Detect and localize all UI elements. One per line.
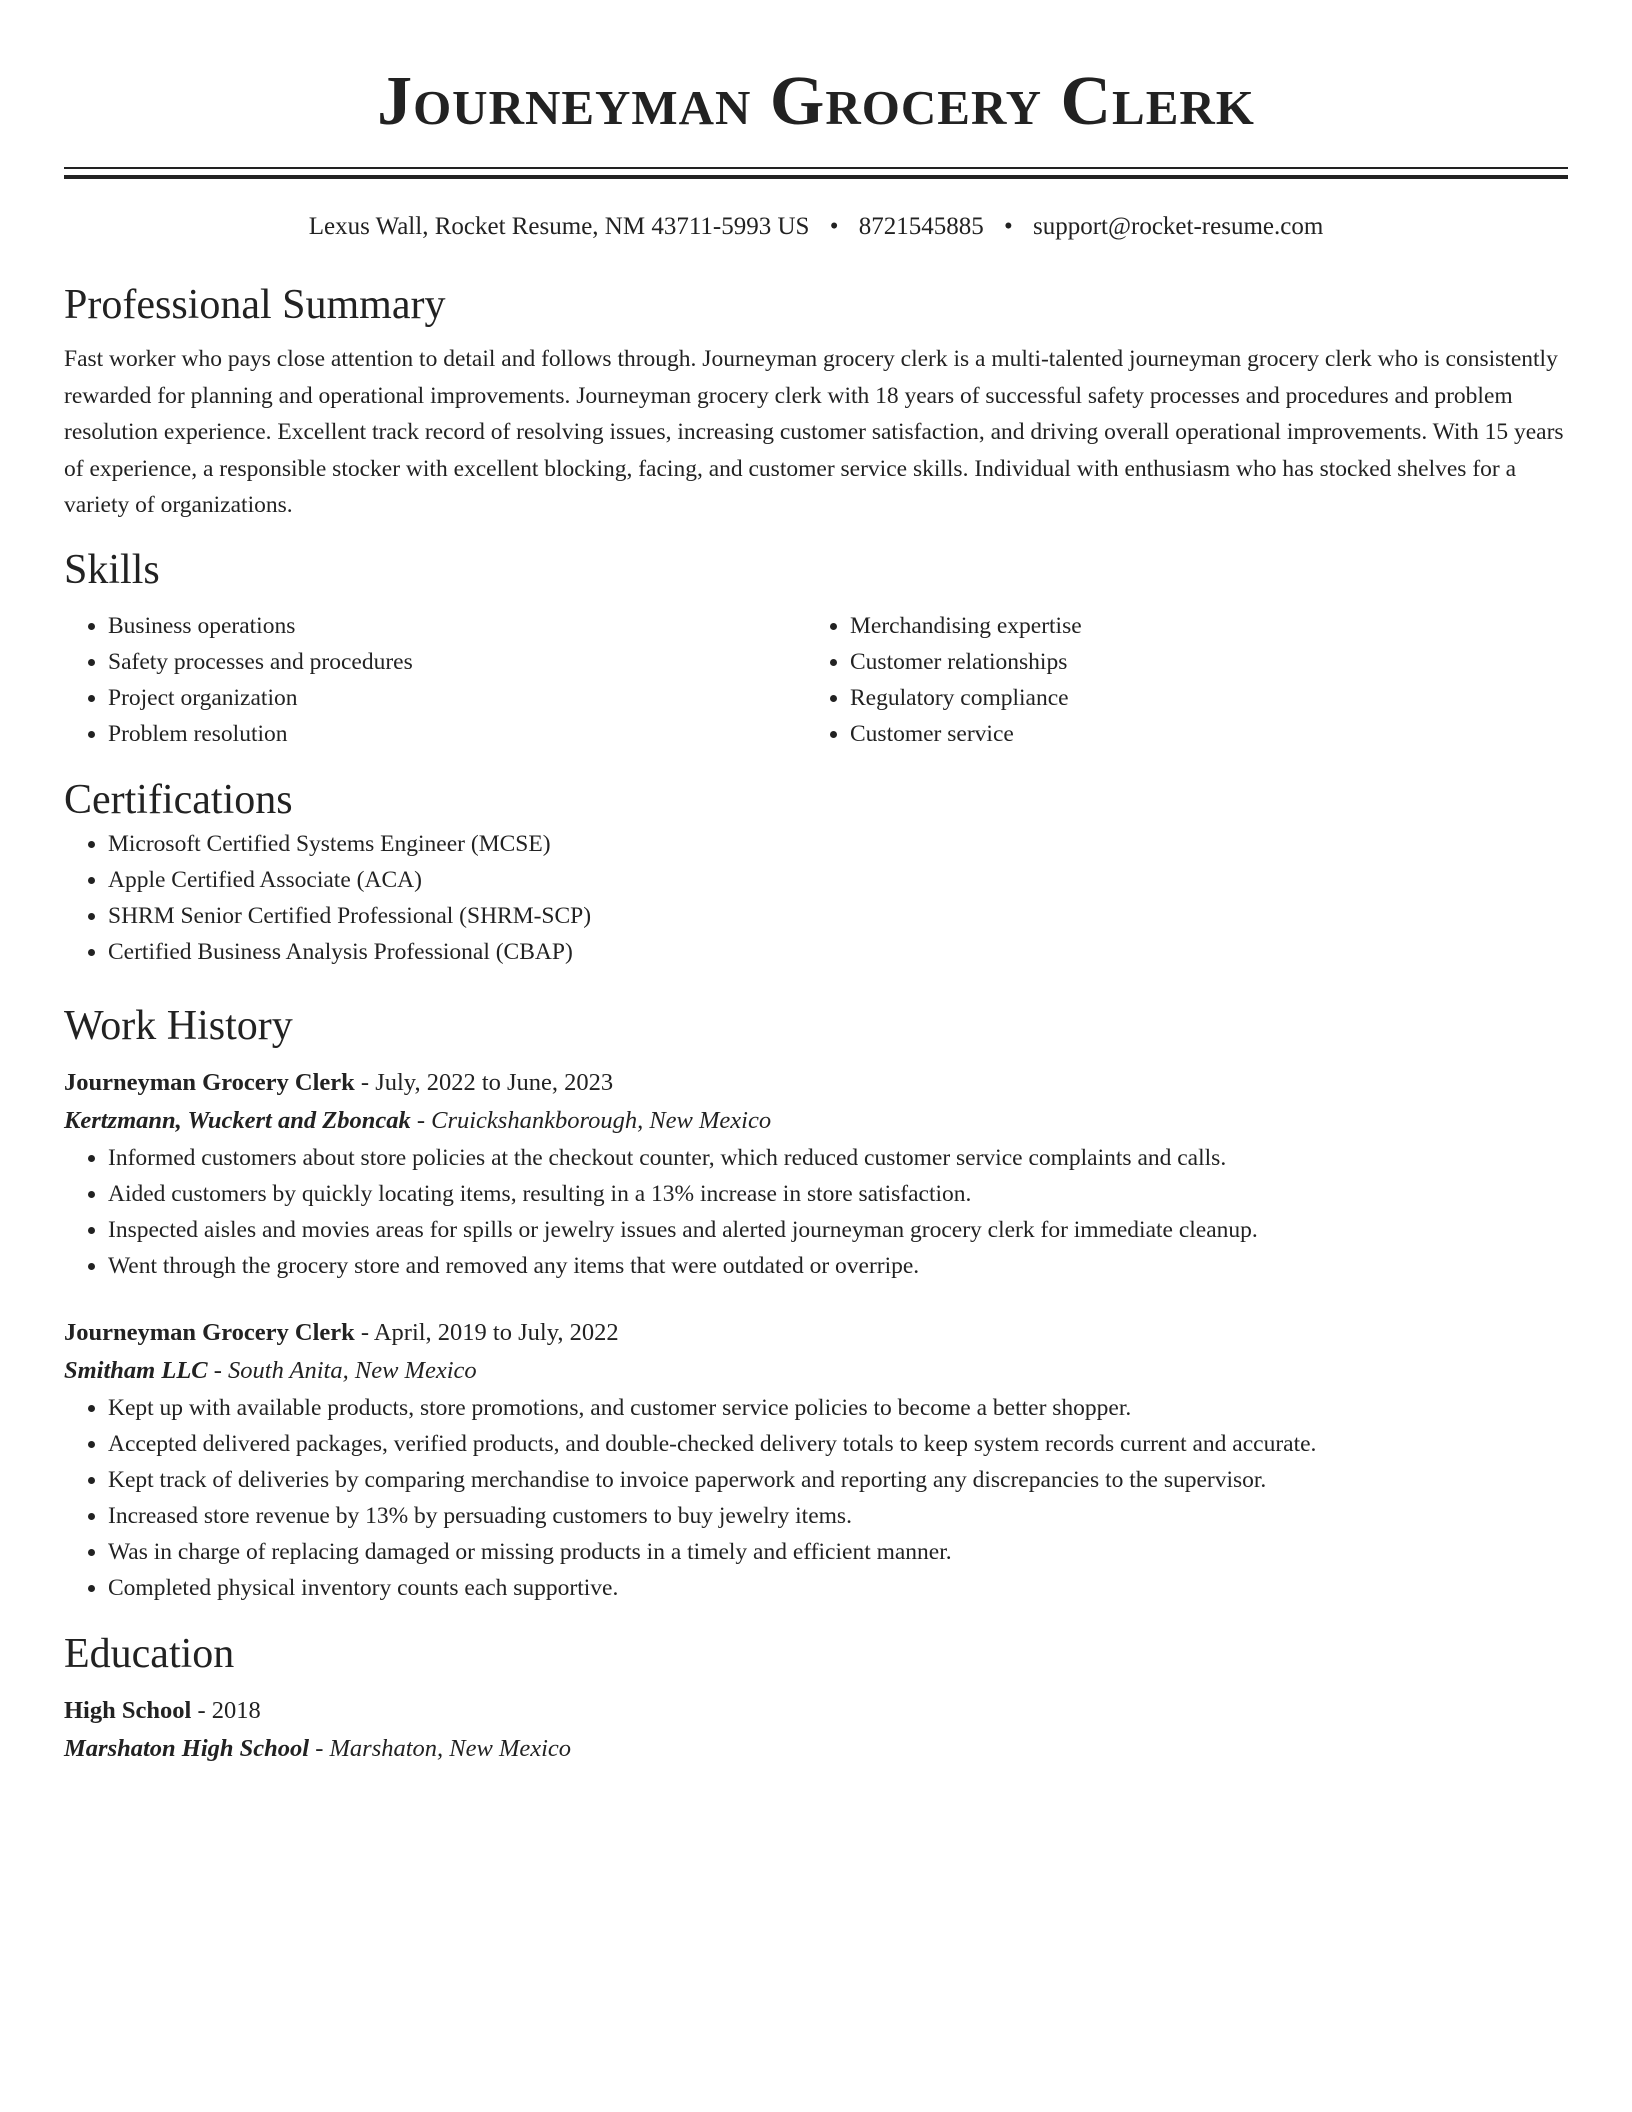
- job-title-line: [64, 1064, 1568, 1102]
- job-duty-item: • Completed physical inventory counts each supportive.: [108, 1570, 1568, 1606]
- job-employer-line: [64, 1102, 1568, 1140]
- job-location: - South Anita, New Mexico: [207, 1356, 477, 1384]
- skills-column-right: [806, 608, 1548, 752]
- work-history-heading: Work History: [64, 1002, 293, 1049]
- skill-item: • Business operations: [108, 608, 806, 644]
- education-school-line: [64, 1730, 1568, 1768]
- job-duty-item: • Kept track of deliveries by comparing merchandise to invoice paperwork and reporting any discrepancies to the supervisor.: [108, 1462, 1568, 1498]
- education-location: - Marshaton, New Mexico: [309, 1734, 572, 1762]
- job-duty-item: • Was in charge of replacing damaged or missing products in a timely and efficient manner.: [108, 1534, 1568, 1570]
- job-duty-item: • Increased store revenue by 13% by persuading customers to buy jewelry items.: [108, 1498, 1568, 1534]
- job-dates: - July, 2022 to June, 2023: [354, 1068, 614, 1096]
- job-dates: - April, 2019 to July, 2022: [354, 1318, 619, 1346]
- job-entry: [64, 1064, 1568, 1284]
- skills-heading: Skills: [64, 546, 160, 593]
- job-employer: Kertzmann, Wuckert and Zboncak: [64, 1106, 411, 1134]
- job-title-line: [64, 1314, 1568, 1352]
- title-divider-thick: [64, 175, 1568, 179]
- job-duty-item: • Informed customers about store policies at the checkout counter, which reduced customer service complaints and calls.: [108, 1140, 1568, 1176]
- education-year: - 2018: [191, 1696, 261, 1724]
- job-title: Journeyman Grocery Clerk: [64, 1068, 355, 1096]
- job-duty-item: • Inspected aisles and movies areas for spills or jewelry issues and alerted journeyman grocery clerk for immediate cleanup.: [108, 1212, 1568, 1248]
- skill-item: • Merchandising expertise: [850, 608, 1548, 644]
- job-title: Journeyman Grocery Clerk: [64, 1318, 355, 1346]
- certification-item: • Certified Business Analysis Professional (CBAP): [108, 934, 1568, 970]
- certifications-heading: Certifications: [64, 776, 293, 823]
- contact-separator: •: [829, 213, 839, 240]
- job-duty-item: • Accepted delivered packages, verified products, and double-checked delivery totals to keep system records current and accurate.: [108, 1426, 1568, 1462]
- contact-phone: 8721545885: [858, 213, 984, 240]
- job-entry: [64, 1314, 1568, 1606]
- job-duties-list: [64, 1390, 1568, 1606]
- contact-address: Lexus Wall, Rocket Resume, NM 43711-5993 US: [308, 213, 810, 240]
- title-divider-thin: [64, 167, 1568, 169]
- contact-info: [64, 211, 1568, 243]
- skill-item: • Customer service: [850, 716, 1548, 752]
- education-degree: High School: [64, 1696, 192, 1724]
- job-duty-item: • Aided customers by quickly locating items, resulting in a 13% increase in store satisfaction.: [108, 1176, 1568, 1212]
- job-duty-item: • Kept up with available products, store promotions, and customer service policies to become a better shopper.: [108, 1390, 1568, 1426]
- job-duties-list: [64, 1140, 1568, 1284]
- skill-item: • Safety processes and procedures: [108, 644, 806, 680]
- skill-item: • Customer relationships: [850, 644, 1548, 680]
- contact-separator: •: [1003, 213, 1013, 240]
- skill-item: • Project organization: [108, 680, 806, 716]
- education-school: Marshaton High School: [64, 1734, 310, 1762]
- summary-text: Fast worker who pays close attention to detail and follows through. Journeyman grocery clerk is a multi-talented journeyman grocery clerk who is consistently rewarded for planning and operational improvements. Journeyman grocery clerk with 18 years of successful safety processes and procedures and problem resolution experience. Excellent track record of resolving issues, increasing customer satisfaction, and driving overall operational improvements. With 15 years of experience, a responsible stocker with excellent blocking, facing, and customer service skills. Individual with enthusiasm who has stocked shelves for a variety of organizations.: [64, 346, 1564, 518]
- job-duty-item: • Went through the grocery store and removed any items that were outdated or overripe.: [108, 1248, 1568, 1284]
- job-employer: Smitham LLC: [64, 1356, 208, 1384]
- education-heading: Education: [64, 1630, 235, 1677]
- education-degree-line: [64, 1692, 1568, 1730]
- job-location: - Cruickshankborough, New Mexico: [410, 1106, 772, 1134]
- contact-email: support@rocket-resume.com: [1032, 213, 1324, 240]
- certification-item: • Microsoft Certified Systems Engineer (MCSE): [108, 826, 1568, 862]
- skills-list: [64, 608, 1568, 752]
- skills-column-left: [64, 608, 806, 752]
- certification-item: • SHRM Senior Certified Professional (SHRM-SCP): [108, 898, 1568, 934]
- skill-item: • Problem resolution: [108, 716, 806, 752]
- summary-heading: Professional Summary: [64, 282, 446, 328]
- resume-title: Journeyman Grocery Clerk: [377, 63, 1255, 140]
- job-employer-line: [64, 1352, 1568, 1390]
- certification-item: • Apple Certified Associate (ACA): [108, 862, 1568, 898]
- certifications-list: [64, 826, 1568, 970]
- skill-item: • Regulatory compliance: [850, 680, 1548, 716]
